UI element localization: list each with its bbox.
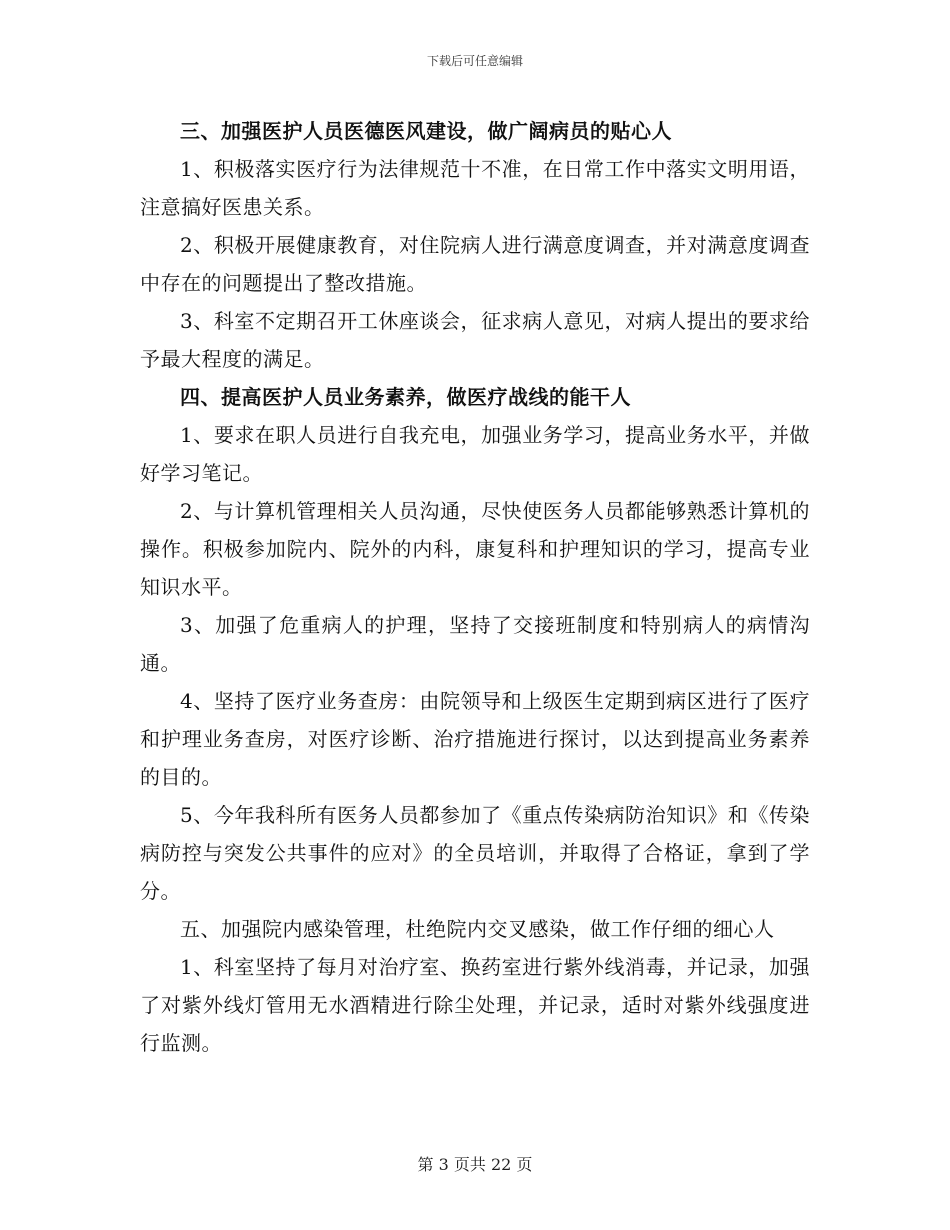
paragraph: 1、要求在职人员进行自我充电，加强业务学习，提高业务水平，并做好学习笔记。 [140, 423, 810, 485]
section-heading: 三、加强医护人员医德医风建设，做广阔病员的贴心人 [180, 119, 672, 143]
document-body [140, 112, 810, 1062]
paragraph: 2、积极开展健康教育，对住院病人进行满意度调查，并对满意度调查中存在的问题提出了整改措施。 [140, 233, 810, 295]
page-header: 下载后可任意编辑 [426, 54, 523, 68]
paragraph: 5、今年我科所有医务人员都参加了《重点传染病防治知识》和《传染病防控与突发公共事件的应对》的全员培训，并取得了合格证，拿到了学分。 [140, 803, 810, 903]
section-heading-plain: 五、加强院内感染管理，杜绝院内交叉感染，做工作仔细的细心人 [180, 917, 775, 941]
paragraph: 2、与计算机管理相关人员沟通，尽快使医务人员都能够熟悉计算机的操作。积极参加院内、院外的内科，康复科和护理知识的学习，提高专业知识水平。 [140, 499, 810, 599]
paragraph: 1、科室坚持了每月对治疗室、换药室进行紫外线消毒，并记录，加强了对紫外线灯管用无水酒精进行除尘处理，并记录，适时对紫外线强度进行监测。 [140, 955, 810, 1055]
paragraph: 4、坚持了医疗业务查房：由院领导和上级医生定期到病区进行了医疗和护理业务查房，对医疗诊断、治疗措施进行探讨，以达到提高业务素养的目的。 [140, 689, 810, 789]
paragraph: 1、积极落实医疗行为法律规范十不准，在日常工作中落实文明用语，注意搞好医患关系。 [140, 157, 810, 219]
page-footer: 第 3 页共 22 页 [417, 1155, 533, 1174]
paragraph: 3、加强了危重病人的护理，坚持了交接班制度和特别病人的病情沟通。 [140, 613, 810, 675]
paragraph: 3、科室不定期召开工休座谈会，征求病人意见，对病人提出的要求给予最大程度的满足。 [140, 309, 810, 371]
section-heading: 四、提高医护人员业务素养，做医疗战线的能干人 [180, 385, 631, 409]
